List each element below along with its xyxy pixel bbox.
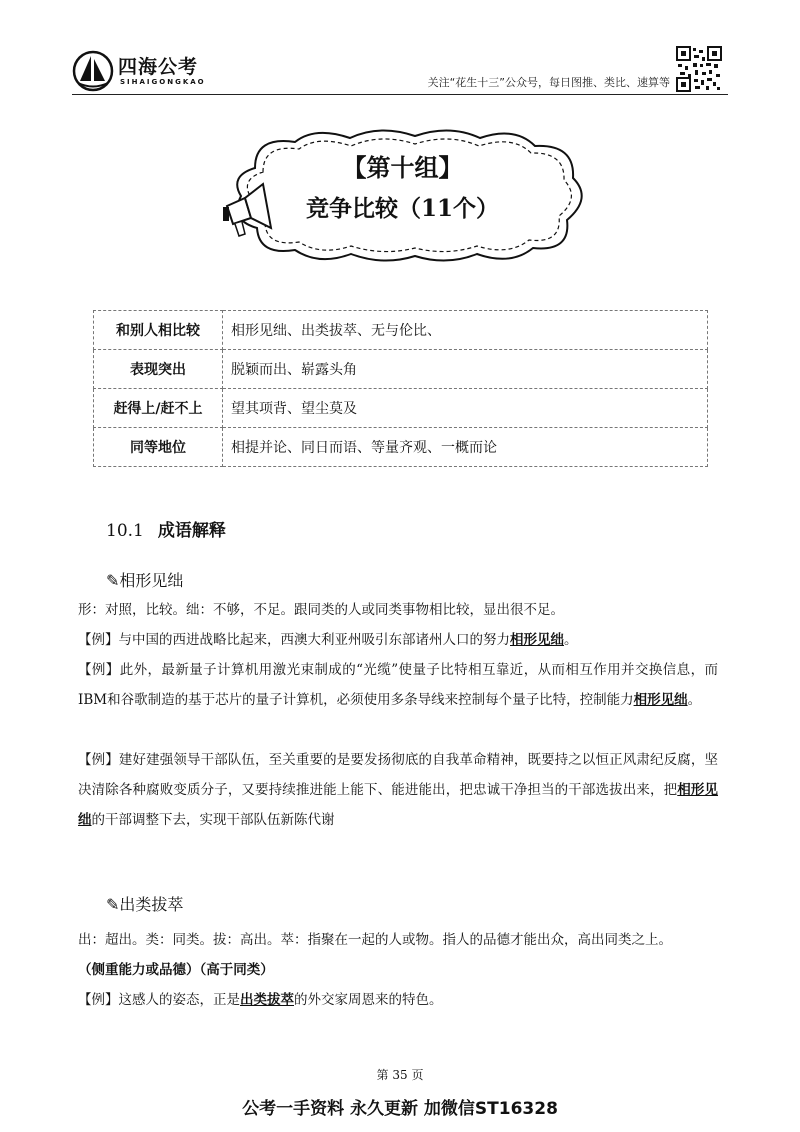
section-heading <box>106 516 226 541</box>
table-key: 同等地位 <box>94 428 223 467</box>
table-key: 赶得上/赶不上 <box>94 389 223 428</box>
example-text: 。 <box>564 632 578 648</box>
table-value: 相提并论、同日而语、等量齐观、一概而论 <box>223 428 708 467</box>
header-divider <box>72 94 728 95</box>
header-note: 关注“花生十三”公众号，每日图推、类比、速算等 <box>427 76 670 89</box>
table-value: 望其项背、望尘莫及 <box>223 389 708 428</box>
table-key: 表现突出 <box>94 350 223 389</box>
page-header <box>0 0 800 100</box>
table-row <box>94 311 708 350</box>
idiom-heading: ✎相形见绌 <box>106 571 184 590</box>
example-paragraph <box>78 985 718 1015</box>
sailboat-logo-icon <box>72 50 114 92</box>
table-row <box>94 350 708 389</box>
example-paragraph <box>78 625 718 655</box>
table-key: 和别人相比较 <box>94 311 223 350</box>
table-row <box>94 428 708 467</box>
section-number: 10.1 <box>106 521 144 541</box>
example-text: 【例】此外，最新量子计算机用激光束制成的“光缆”使量子比特相互靠近，从而相互作用并交换信息，而IBM和谷歌制造的基于芯片的量子计算机，必须使用多条导线来控制每个量子比特，控制能力 <box>78 662 718 708</box>
idiom-tags: （侧重能力或品德）（高于同类） <box>78 962 274 978</box>
example-text: 的外交家周恩来的特色。 <box>294 992 443 1008</box>
page-number: 第 35 页 <box>376 1068 424 1082</box>
example-text: 【例】建好建强领导干部队伍，至关重要的是要发扬彻底的自我革命精神，既要持之以恒正风肃纪反腐，坚决清除各种腐败变质分子，又要持续推进能上能下、能进能出，把忠诚干净担当的干部选拔出来，把 <box>78 752 718 798</box>
example-text: 的干部调整下去，实现干部队伍新陈代谢 <box>91 812 335 828</box>
brand-logo <box>72 50 242 96</box>
idiom-definition: 形：对照，比较。绌：不够，不足。跟同类的人或同类事物相比较，显出很不足。 <box>78 602 564 618</box>
qr-code-icon <box>676 46 722 92</box>
footer-banner: 公考一手资料 永久更新 加微信ST16328 <box>242 1099 558 1119</box>
section-title: 成语解释 <box>157 521 226 541</box>
idiom-heading: ✎出类拔萃 <box>106 895 184 914</box>
banner-topic-title: 竞争比较（11个） <box>305 195 499 222</box>
example-text: 【例】这感人的姿态，正是 <box>78 992 240 1008</box>
table-row <box>94 389 708 428</box>
highlighted-idiom: 出类拔萃 <box>240 992 294 1008</box>
table-value: 脱颖而出、崭露头角 <box>223 350 708 389</box>
example-paragraph <box>78 655 718 715</box>
highlighted-idiom: 相形见绌 <box>78 782 719 828</box>
highlighted-idiom: 相形见绌 <box>510 632 564 648</box>
summary-table <box>93 310 708 467</box>
example-text: 【例】与中国的西进战略比起来，西澳大利亚州吸引东部诸州人口的努力 <box>78 632 510 648</box>
highlighted-idiom: 相形见绌 <box>633 692 688 708</box>
banner-group-title: 【第十组】 <box>342 153 463 182</box>
idiom-definition: 出：超出。类：同类。拔：高出。萃：指聚在一起的人或物。指人的品德才能出众，高出同类之上。 <box>78 932 672 948</box>
example-text: 。 <box>687 692 702 708</box>
logo-text-cn: 四海公考 <box>118 56 199 78</box>
table-value: 相形见绌、出类拔萃、无与伦比、 <box>223 311 708 350</box>
example-paragraph <box>78 745 718 835</box>
logo-text-en: SIHAIGONGKAO <box>120 78 206 86</box>
